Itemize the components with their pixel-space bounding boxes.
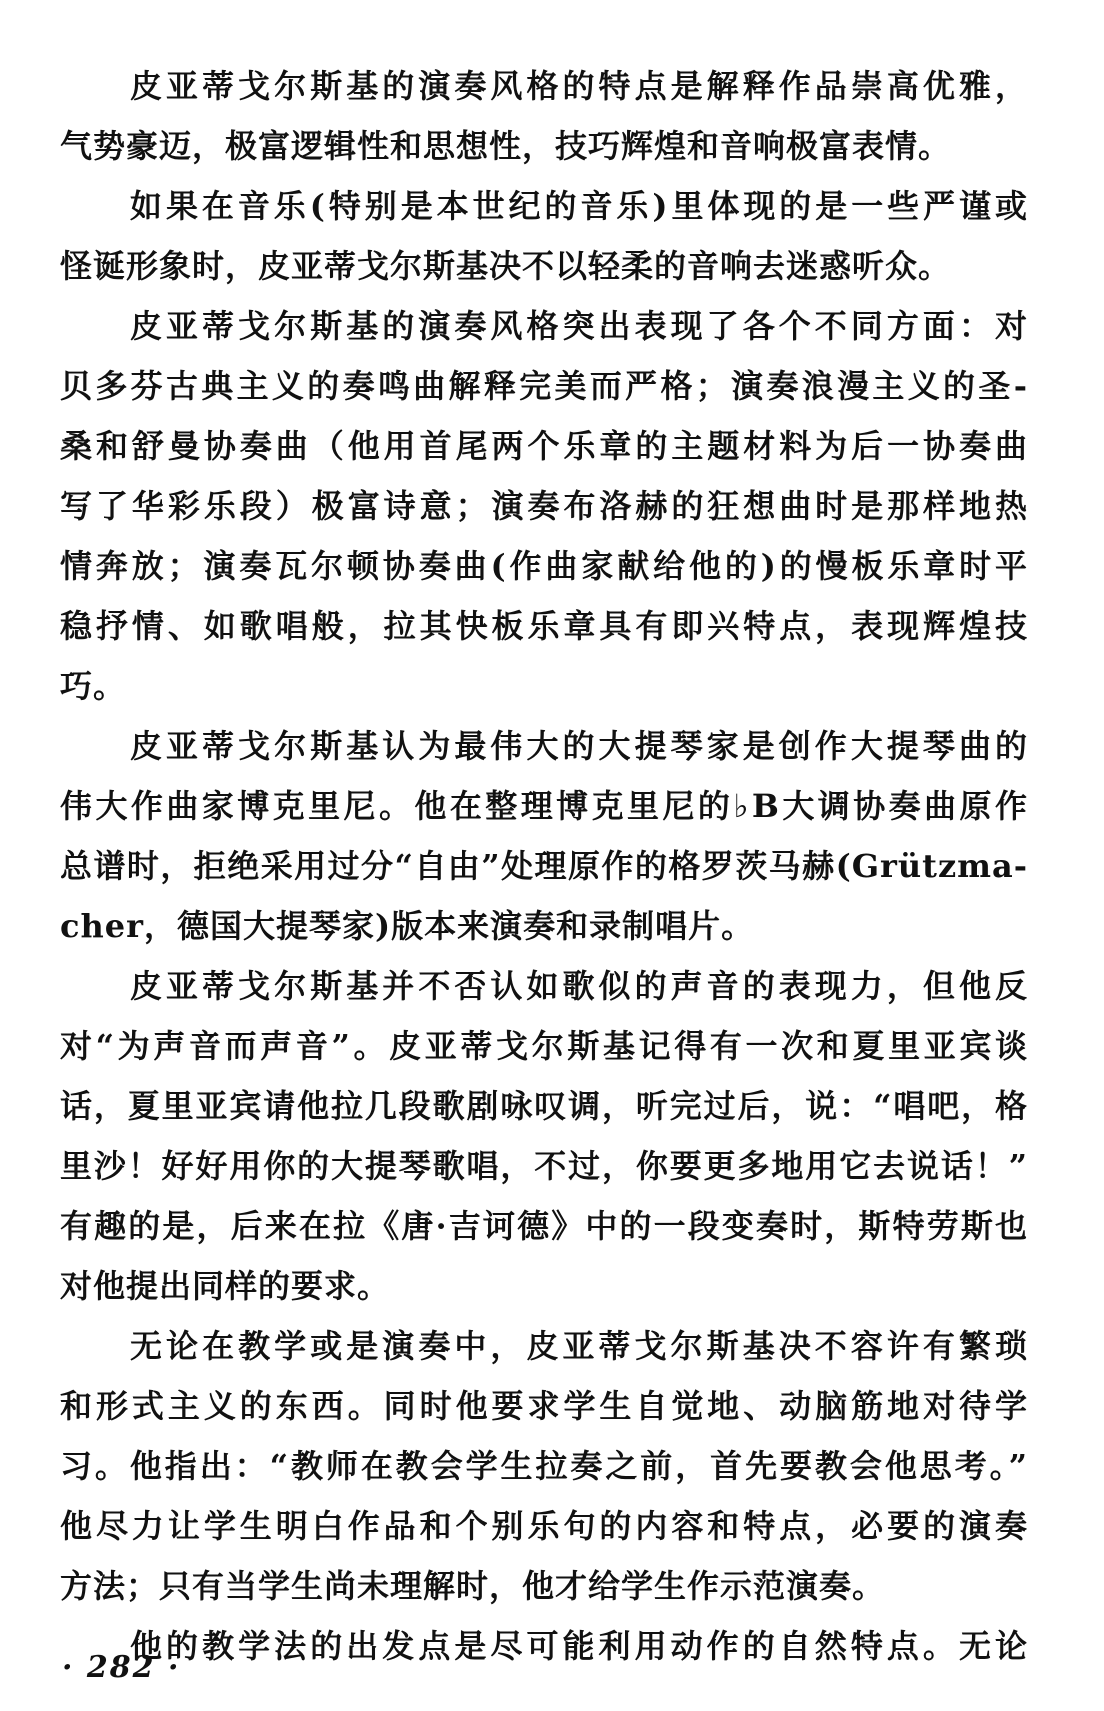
body-text	[60, 56, 1028, 1676]
text-line: 皮亚蒂戈尔斯基的演奏风格突出表现了各个不同方面：对	[130, 307, 1028, 345]
text-line: 和形式主义的东西。同时他要求学生自觉地、动脑筋地对待学	[60, 1387, 1028, 1425]
text-line: 对他提出同样的要求。	[60, 1267, 391, 1305]
text-line: 巧。	[60, 667, 127, 705]
text-line: 皮亚蒂戈尔斯基并不否认如歌似的声音的表现力，但他反	[130, 967, 1028, 1005]
text-line: 里沙！好好用你的大提琴歌唱，不过，你要更多地用它去说话！”	[60, 1147, 1028, 1185]
text-line: 伟大作曲家博克里尼。他在整理博克里尼的♭B大调协奏曲原作	[60, 787, 1028, 825]
text-line: 他的教学法的出发点是尽可能利用动作的自然特点。无论	[130, 1627, 1028, 1665]
text-line: 对“为声音而声音”。皮亚蒂戈尔斯基记得有一次和夏里亚宾谈	[60, 1027, 1028, 1065]
text-line: 他尽力让学生明白作品和个别乐句的内容和特点，必要的演奏	[60, 1507, 1028, 1545]
text-line: 皮亚蒂戈尔斯基认为最伟大的大提琴家是创作大提琴曲的	[130, 727, 1028, 765]
text-line: 有趣的是，后来在拉《唐·吉诃德》中的一段变奏时，斯特劳斯也	[60, 1207, 1028, 1245]
page-number: · 282 ·	[62, 1650, 181, 1685]
text-line: 怪诞形象时，皮亚蒂戈尔斯基决不以轻柔的音响去迷惑听众。	[60, 247, 952, 285]
text-line: 方法；只有当学生尚未理解时，他才给学生作示范演奏。	[60, 1567, 886, 1605]
text-line: 总谱时，拒绝采用过分“自由”处理原作的格罗茨马赫(Grützma-	[60, 847, 1028, 885]
text-line: 贝多芬古典主义的奏鸣曲解释完美而严格；演奏浪漫主义的圣-	[60, 367, 1028, 405]
text-line: 如果在音乐(特别是本世纪的音乐)里体现的是一些严谨或	[130, 187, 1028, 225]
text-line: 桑和舒曼协奏曲（他用首尾两个乐章的主题材料为后一协奏曲	[60, 427, 1028, 465]
text-line: 话，夏里亚宾请他拉几段歌剧咏叹调，听完过后，说：“唱吧，格	[60, 1087, 1028, 1125]
text-line: 情奔放；演奏瓦尔顿协奏曲(作曲家献给他的)的慢板乐章时平	[60, 547, 1028, 585]
text-line: 无论在教学或是演奏中，皮亚蒂戈尔斯基决不容许有繁琐	[130, 1327, 1028, 1365]
text-line: 习。他指出：“教师在教会学生拉奏之前，首先要教会他思考。”	[60, 1447, 1028, 1485]
text-line: 皮亚蒂戈尔斯基的演奏风格的特点是解释作品崇高优雅，	[130, 67, 1028, 105]
text-line: 稳抒情、如歌唱般，拉其快板乐章具有即兴特点，表现辉煌技	[60, 607, 1028, 645]
text-line: 写了华彩乐段）极富诗意；演奏布洛赫的狂想曲时是那样地热	[60, 487, 1028, 525]
text-line: 气势豪迈，极富逻辑性和思想性，技巧辉煌和音响极富表情。	[60, 127, 952, 165]
text-line: cher，德国大提琴家)版本来演奏和录制唱片。	[60, 907, 755, 945]
